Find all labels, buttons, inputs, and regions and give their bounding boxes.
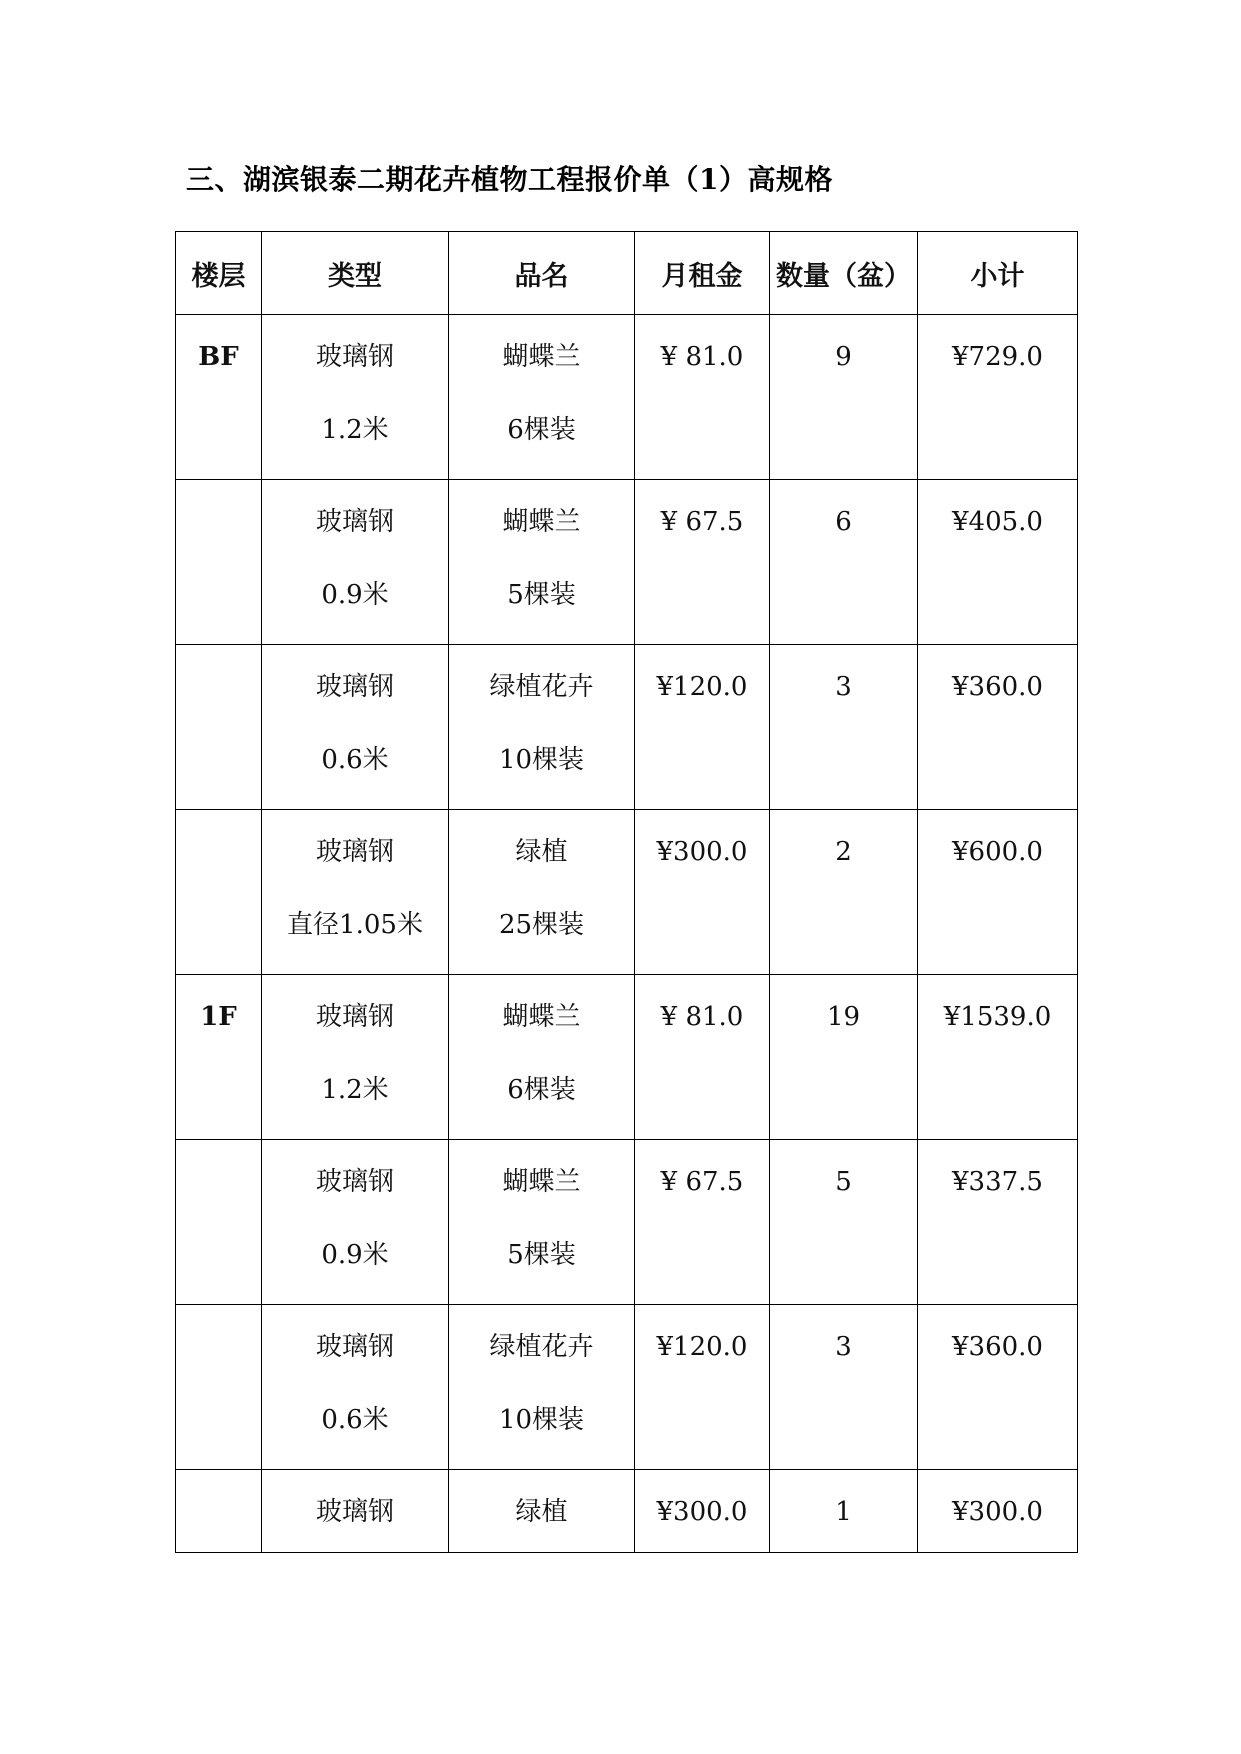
- cell-rent: [635, 975, 770, 1140]
- cell-rent: [635, 480, 770, 645]
- cell-floor: [176, 645, 262, 810]
- cell-name-line: 5棵装: [507, 580, 576, 610]
- cell-quantity: [770, 1305, 918, 1470]
- cell-type-line: 玻璃钢: [315, 1332, 394, 1362]
- cell-subtotal: [918, 480, 1078, 645]
- cell-quantity: [770, 315, 918, 480]
- cell-type: [262, 645, 449, 810]
- cell-quantity-line: 3: [835, 1332, 852, 1362]
- cell-name-line: 10棵装: [498, 1405, 585, 1435]
- cell-subtotal-line: ¥360.0: [952, 1332, 1043, 1362]
- cell-type: [262, 1140, 449, 1305]
- table-row: [176, 1305, 1078, 1470]
- cell-name-line: 蝴蝶兰: [502, 342, 581, 372]
- header-floor: 楼层: [176, 232, 262, 315]
- header-rent: 月租金: [635, 232, 770, 315]
- cell-name: [449, 315, 635, 480]
- document-title: 三、湖滨银泰二期花卉植物工程报价单（1）高规格: [186, 163, 833, 196]
- cell-type-line: 0.9米: [321, 1240, 389, 1270]
- cell-rent-line: ¥120.0: [656, 1332, 748, 1362]
- cell-type: [262, 315, 449, 480]
- cell-subtotal: [918, 1305, 1078, 1470]
- table-row: [176, 810, 1078, 975]
- cell-name: [449, 810, 635, 975]
- cell-rent: [635, 810, 770, 975]
- cell-name-line: 蝴蝶兰: [502, 507, 581, 537]
- cell-quantity-line: 9: [835, 342, 852, 372]
- cell-subtotal-line: ¥300.0: [952, 1497, 1043, 1527]
- cell-quantity-line: 5: [835, 1167, 852, 1197]
- cell-rent: [635, 645, 770, 810]
- cell-floor: [176, 975, 262, 1140]
- cell-floor-line: [176, 501, 261, 543]
- cell-type-line: 0.6米: [321, 745, 389, 775]
- cell-type-line: 玻璃钢: [315, 507, 394, 537]
- cell-type: [262, 975, 449, 1140]
- cell-subtotal: [918, 315, 1078, 480]
- cell-subtotal-line: ¥360.0: [952, 672, 1043, 702]
- cell-type: [262, 810, 449, 975]
- header-name: 品名: [449, 232, 635, 315]
- table-row: [176, 480, 1078, 645]
- cell-quantity: [770, 810, 918, 975]
- cell-type-line: 玻璃钢: [315, 1167, 394, 1197]
- cell-subtotal-line: ¥600.0: [952, 837, 1043, 867]
- cell-floor-line: [176, 1326, 261, 1368]
- cell-subtotal: [918, 810, 1078, 975]
- cell-floor-line: [176, 666, 261, 708]
- table-row: [176, 645, 1078, 810]
- cell-rent-line: ¥ 81.0: [660, 342, 744, 372]
- table-row: [176, 315, 1078, 480]
- cell-rent-line: ¥ 81.0: [660, 1002, 744, 1032]
- cell-rent: [635, 1470, 770, 1553]
- cell-floor: [176, 480, 262, 645]
- cell-rent: [635, 1140, 770, 1305]
- cell-quantity-line: 19: [826, 1002, 861, 1032]
- cell-floor: [176, 1140, 262, 1305]
- cell-subtotal: [918, 1140, 1078, 1305]
- cell-type-line: 0.9米: [321, 580, 389, 610]
- cell-quantity: [770, 975, 918, 1140]
- cell-name-line: 蝴蝶兰: [502, 1002, 581, 1032]
- cell-quantity-line: 1: [835, 1497, 852, 1527]
- cell-rent-line: ¥300.0: [656, 837, 748, 867]
- cell-name-line: 绿植: [515, 1497, 568, 1527]
- cell-quantity: [770, 1470, 918, 1553]
- cell-floor-line: [176, 1161, 261, 1203]
- cell-type-line: 玻璃钢: [315, 837, 394, 867]
- cell-rent-line: ¥300.0: [656, 1497, 748, 1527]
- cell-floor-line: [176, 831, 261, 873]
- table-header-row: [176, 232, 1078, 315]
- table-row: [176, 975, 1078, 1140]
- cell-subtotal: [918, 645, 1078, 810]
- cell-rent: [635, 1305, 770, 1470]
- cell-subtotal-line: ¥405.0: [952, 507, 1043, 537]
- cell-name-line: 6棵装: [507, 415, 576, 445]
- cell-quantity-line: 6: [835, 507, 852, 537]
- cell-floor: [176, 1305, 262, 1470]
- cell-type: [262, 1470, 449, 1553]
- cell-rent-line: ¥120.0: [656, 672, 748, 702]
- cell-subtotal-line: ¥729.0: [952, 342, 1043, 372]
- cell-type-line: 玻璃钢: [315, 1002, 394, 1032]
- header-type: 类型: [262, 232, 449, 315]
- cell-type-line: 1.2米: [321, 415, 389, 445]
- cell-floor: [176, 1470, 262, 1553]
- header-subtotal: 小计: [918, 232, 1078, 315]
- cell-name: [449, 975, 635, 1140]
- cell-name-line: 绿植花卉: [489, 672, 594, 702]
- header-quantity: 数量（盆）: [770, 232, 918, 315]
- cell-quantity: [770, 480, 918, 645]
- cell-type-line: 玻璃钢: [315, 1497, 394, 1527]
- cell-floor-line: 1F: [200, 1002, 237, 1032]
- cell-quantity: [770, 1140, 918, 1305]
- cell-name-line: 10棵装: [498, 745, 585, 775]
- cell-name: [449, 1140, 635, 1305]
- cell-subtotal: [918, 1470, 1078, 1553]
- cell-rent-line: ¥ 67.5: [660, 1167, 744, 1197]
- cell-name-line: 绿植: [515, 837, 568, 867]
- table-row: [176, 1140, 1078, 1305]
- cell-name-line: 绿植花卉: [489, 1332, 594, 1362]
- cell-floor: [176, 810, 262, 975]
- cell-floor-line: [176, 1491, 261, 1533]
- cell-name: [449, 1305, 635, 1470]
- cell-floor-line: BF: [198, 342, 239, 372]
- cell-type-line: 玻璃钢: [315, 672, 394, 702]
- cell-quantity: [770, 645, 918, 810]
- cell-subtotal-line: ¥337.5: [952, 1167, 1043, 1197]
- cell-name: [449, 645, 635, 810]
- cell-type-line: 1.2米: [321, 1075, 389, 1105]
- cell-floor: [176, 315, 262, 480]
- cell-name-line: 6棵装: [507, 1075, 576, 1105]
- cell-rent: [635, 315, 770, 480]
- cell-subtotal: [918, 975, 1078, 1140]
- cell-type-line: 直径1.05米: [287, 910, 423, 940]
- cell-name-line: 蝴蝶兰: [502, 1167, 581, 1197]
- cell-subtotal-line: ¥1539.0: [943, 1002, 1052, 1032]
- table-row: [176, 1470, 1078, 1553]
- cell-type-line: 0.6米: [321, 1405, 389, 1435]
- quote-table: [175, 231, 1078, 1553]
- cell-type: [262, 1305, 449, 1470]
- cell-quantity-line: 2: [835, 837, 852, 867]
- cell-name: [449, 1470, 635, 1553]
- cell-name-line: 5棵装: [507, 1240, 576, 1270]
- cell-type-line: 玻璃钢: [315, 342, 394, 372]
- cell-name: [449, 480, 635, 645]
- cell-quantity-line: 3: [835, 672, 852, 702]
- cell-name-line: 25棵装: [498, 910, 585, 940]
- cell-type: [262, 480, 449, 645]
- cell-rent-line: ¥ 67.5: [660, 507, 744, 537]
